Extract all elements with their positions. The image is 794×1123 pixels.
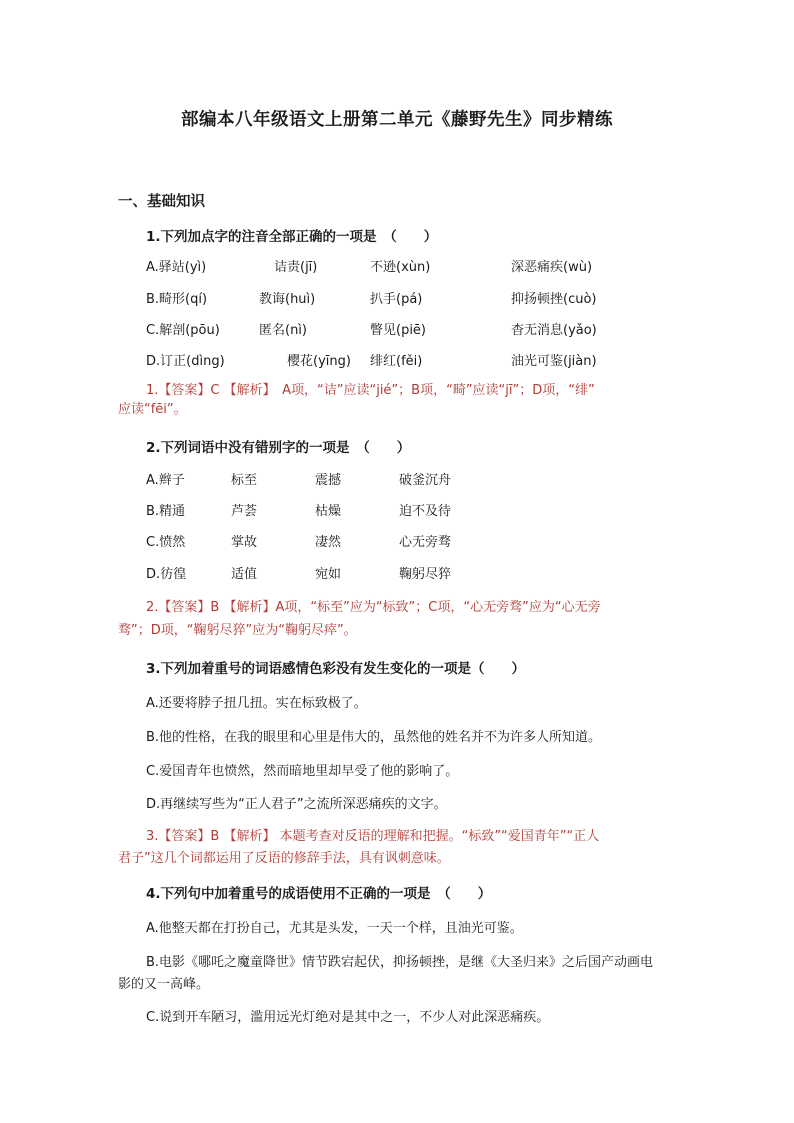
q2-option-a-2: 标至 <box>231 473 258 488</box>
q2-answer-line-1: 2.【答案】B 【解析】A项，“标至”应为“标致”；C项，“心无旁骛”应为“心无旁 <box>146 600 601 615</box>
q3-option-a: A.还要将脖子扭几扭。实在标致极了。 <box>146 696 367 711</box>
q2-option-c-3: 凄然 <box>315 535 342 550</box>
question-3-stem: 3.下列加着重号的词语感情色彩没有发生变化的一项是（ ） <box>146 661 526 677</box>
q1-option-d-2: 樱花(yīng) <box>287 354 351 369</box>
q2-option-d-4: 鞠躬尽猝 <box>399 567 452 582</box>
question-1-stem: 1.下列加点字的注音全部正确的一项是 （ ） <box>146 229 438 245</box>
q1-option-c-2: 匿名(nì) <box>259 323 307 338</box>
q3-answer-line-1: 3.【答案】B 【解析】 本题考查对反语的理解和把握。“标致”“爱国青年”“正人 <box>146 829 600 844</box>
question-2-stem: 2.下列词语中没有错别字的一项是 （ ） <box>146 440 411 456</box>
q1-option-a-3: 不逊(xùn) <box>370 260 431 275</box>
q1-option-a-1: A.驿站(yì) <box>146 260 207 275</box>
q1-option-b-4: 抑扬顿挫(cuò) <box>511 292 597 307</box>
q1-answer-line-2: 应读“fēi”。 <box>118 402 187 417</box>
question-4-stem: 4.下列句中加着重号的成语使用不正确的一项是 （ ） <box>146 886 492 902</box>
q1-option-d-1: D.订正(dìng) <box>146 354 225 369</box>
q1-answer-line-1: 1.【答案】C 【解析】 A项，“诘”应读“jié”；B项，“畸”应读“jī”；D项，“绯” <box>146 383 595 398</box>
q3-answer-line-2: 君子”这几个词都运用了反语的修辞手法，具有讽刺意味。 <box>118 851 450 866</box>
q3-option-c: C.爱国青年也愤然，然而暗地里却早受了他的影响了。 <box>146 764 459 779</box>
q2-option-d-3: 宛如 <box>315 567 342 582</box>
q2-option-a-3: 震撼 <box>315 473 342 488</box>
q1-option-c-1: C.解剖(pōu) <box>146 323 220 338</box>
q2-option-c-1: C.愤然 <box>146 535 186 550</box>
q4-option-c: C.说到开车陋习，滥用远光灯绝对是其中之一，不少人对此深恶痛疾。 <box>146 1010 550 1025</box>
q3-option-b: B.他的性格，在我的眼里和心里是伟大的，虽然他的姓名并不为许多人所知道。 <box>146 730 602 745</box>
q4-option-b: B.电影《哪吒之魔童降世》情节跌宕起伏，抑扬顿挫，是继《大圣归来》之后国产动画电 <box>146 955 654 970</box>
q1-option-d-4: 油光可鉴(jiàn) <box>511 354 597 369</box>
q2-option-c-2: 掌故 <box>231 535 258 550</box>
q2-option-b-3: 枯燥 <box>315 504 342 519</box>
q1-option-c-4: 杳无消息(yǎo) <box>511 323 597 338</box>
q2-option-c-4: 心无旁骛 <box>399 535 452 550</box>
q2-option-a-1: A.辫子 <box>146 473 185 488</box>
q3-option-d: D.再继续写些为“正人君子”之流所深恶痛疾的文字。 <box>146 797 447 812</box>
q2-option-b-1: B.精通 <box>146 504 186 519</box>
q1-option-b-2: 教诲(huì) <box>259 292 316 307</box>
q4-option-b-continued: 影的又一高峰。 <box>118 977 210 992</box>
q2-option-b-4: 迫不及待 <box>399 504 452 519</box>
section-heading: 一、基础知识 <box>118 194 205 210</box>
q1-option-b-1: B.畸形(qí) <box>146 292 208 307</box>
q4-option-a: A.他整天都在打扮自己，尤其是头发，一天一个样，且油光可鉴。 <box>146 921 523 936</box>
q1-option-a-4: 深恶痛疾(wù) <box>511 260 593 275</box>
q1-option-c-3: 瞥见(piē) <box>370 323 427 338</box>
q2-answer-line-2: 骛”；D项，“鞠躬尽猝”应为“鞠躬尽瘁”。 <box>118 623 357 638</box>
q2-option-d-2: 适值 <box>231 567 258 582</box>
q1-option-a-2: 诘责(jī) <box>274 260 318 275</box>
q2-option-b-2: 芦荟 <box>231 504 258 519</box>
q2-option-a-4: 破釜沉舟 <box>399 473 452 488</box>
q1-option-b-3: 扒手(pá) <box>370 292 423 307</box>
q1-option-d-3: 绯红(fěi) <box>370 354 423 369</box>
q2-option-d-1: D.彷徨 <box>146 567 187 582</box>
page-title: 部编本八年级语文上册第二单元《藤野先生》同步精练 <box>181 110 613 130</box>
